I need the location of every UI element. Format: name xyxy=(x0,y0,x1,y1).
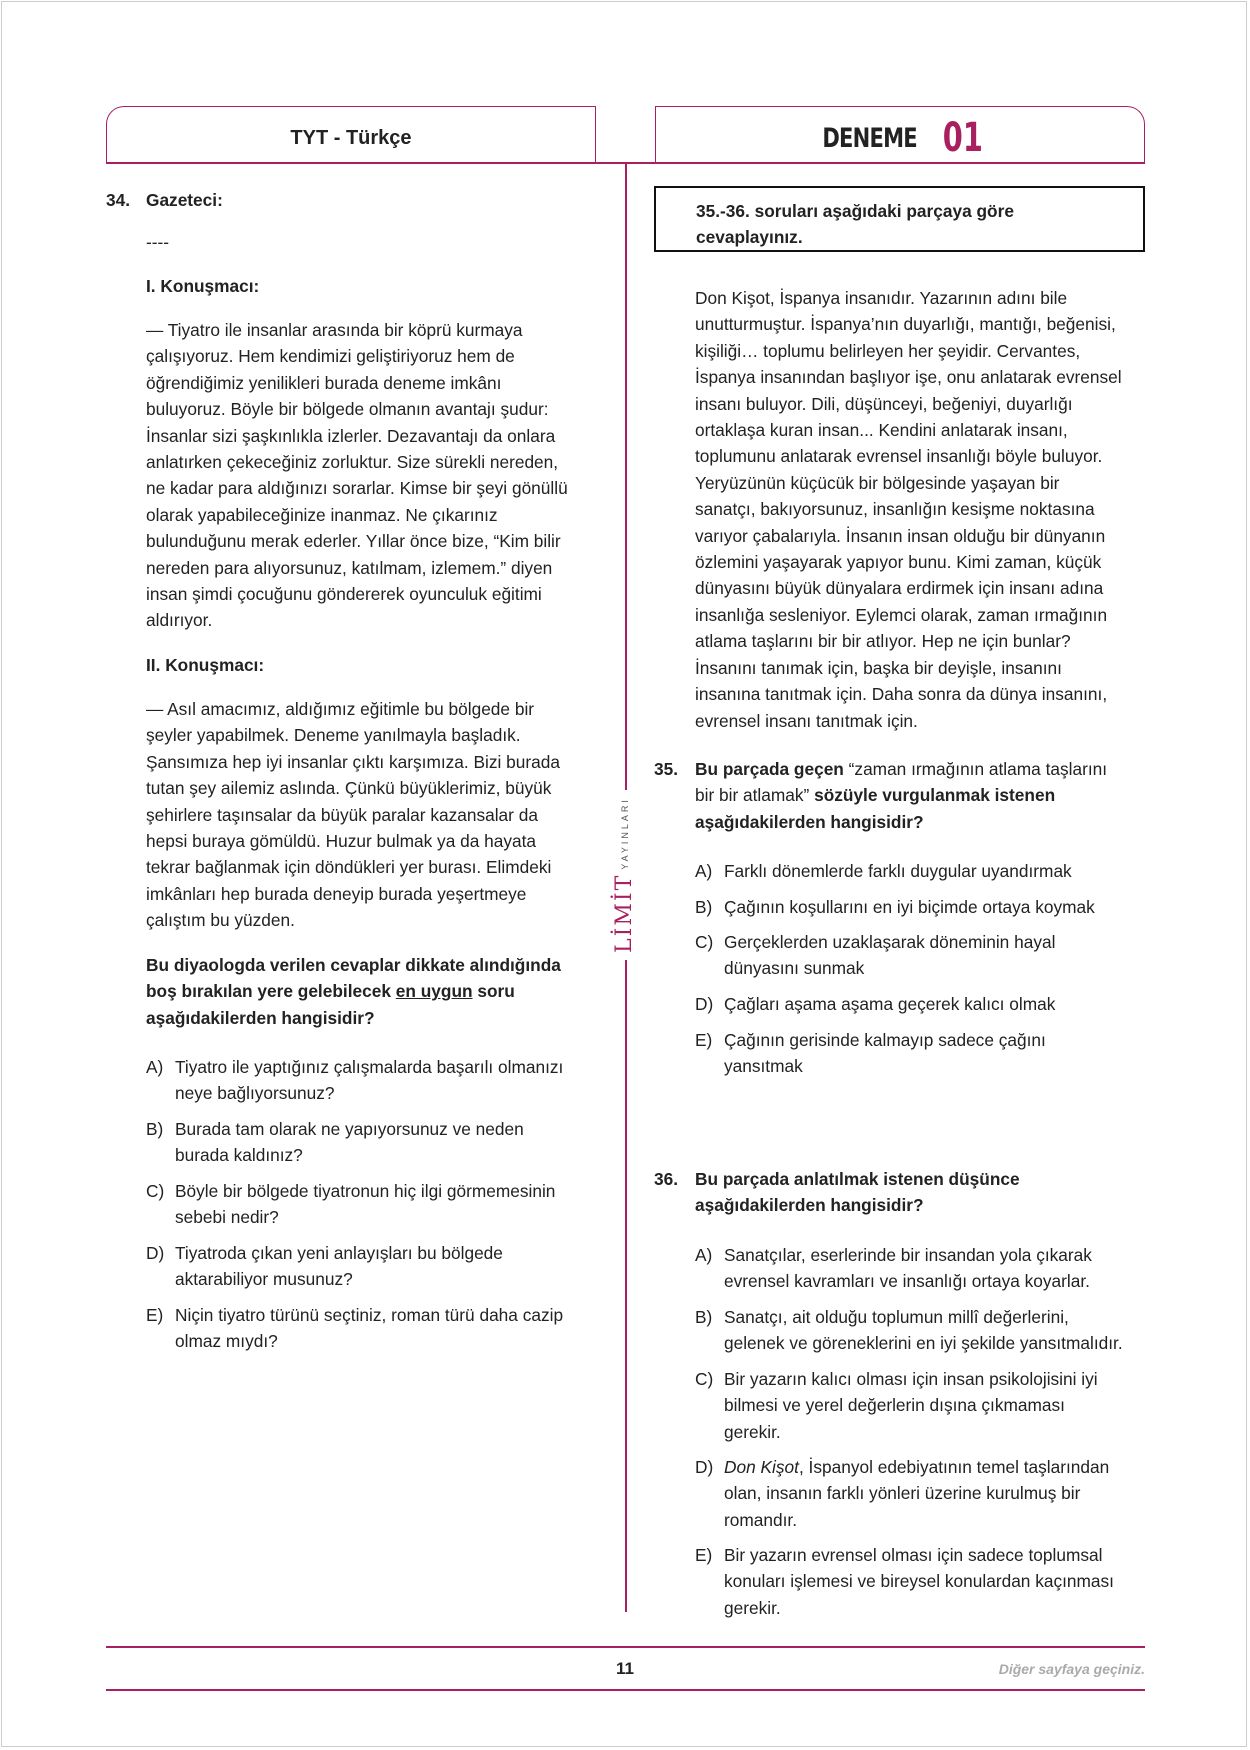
q34-speaker2-line: çalıştım bu yüzden. xyxy=(146,910,295,931)
option-key: A) xyxy=(146,1057,164,1077)
q34-speaker2-line: hepsi buraya gömüldü. Huzur bulmak ya da hayata xyxy=(146,831,537,852)
passage-line: insanına tanıtmak için. Daha sonra da dünya insanını, xyxy=(695,684,1108,705)
q34-speaker1-line: olarak yapabileceğinize inanmaz. Ne çıkarınız xyxy=(146,504,498,525)
passage-line: toplumunu anlatarak evrensel insanlığı böyle buluyor. xyxy=(695,446,1103,467)
passage-line: atlama taşlarını bir bir atlıyor. Hep ne için bunlar? xyxy=(695,631,1071,652)
instruction-box xyxy=(654,186,1145,252)
q34-question-line1: Bu diyaologda verilen cevaplar dikkate alındığında xyxy=(146,955,561,975)
q34-question-line3: aşağıdakilerden hangisidir? xyxy=(146,1007,375,1028)
option-text: Çağının gerisinde kalmayıp sadece çağını yansıtmak xyxy=(724,1030,1046,1077)
footer-rule-bottom xyxy=(106,1689,1145,1691)
option-key: E) xyxy=(695,1545,713,1565)
option-key: E) xyxy=(695,1030,713,1050)
option-key: A) xyxy=(695,1245,713,1265)
option-key: B) xyxy=(695,897,713,917)
page-number: 11 xyxy=(616,1659,634,1678)
passage-line: dünyasını büyük dünyalara erdirmek için insanı adına xyxy=(695,578,1104,599)
passage-line: varıyor çabalarıyla. İnsanın insan olduğu bir dünyanın xyxy=(695,525,1106,546)
q34-speaker2-line: imkânları hep burada deneyip burada yeşertmeye xyxy=(146,883,527,904)
instruction-line2: cevaplayınız. xyxy=(696,227,803,247)
exam-number: 01 xyxy=(942,115,983,161)
footer-rule-top xyxy=(106,1646,1145,1648)
q34-emphasis: en uygun xyxy=(395,981,473,1002)
option-text: Farklı dönemlerde farklı duygular uyandırmak xyxy=(724,861,1072,881)
option-text: Tiyatro ile yaptığınız çalışmalarda başarılı olmanızı neye bağlıyorsunuz? xyxy=(175,1057,564,1104)
brand-sub: YAYINLARI xyxy=(619,797,630,870)
option-text: Sanatçı, ait olduğu toplumun millî değerlerini, gelenek ve göreneklerini en iyi şekilde yansıtmalıdır. xyxy=(724,1307,1123,1354)
subject-title: TYT - Türkçe xyxy=(290,127,412,149)
brand-watermark xyxy=(612,790,642,960)
option-key: D) xyxy=(695,1457,714,1477)
q35-number: 35. xyxy=(654,759,679,779)
option-text: Burada tam olarak ne yapıyorsunuz ve neden burada kaldınız? xyxy=(175,1119,524,1166)
passage-line: İspanya insanından başlıyor işe, onu anlatarak evrensel xyxy=(695,367,1122,388)
q34-speaker1-line: aldırıyor. xyxy=(146,610,213,631)
option-text: Gerçeklerden uzaklaşarak döneminin hayal dünyasını sunmak xyxy=(724,932,1056,979)
deneme-label: DENEME xyxy=(822,122,918,154)
q34-speaker2-line: Şansımıza hep iyi insanlar çıktı karşımıza. Bizi burada xyxy=(146,751,560,772)
passage-line: sanatçı, bakıyorsunuz, insanlığın kesişme noktasına xyxy=(695,499,1095,520)
q34-speaker1-line: insan şimdi çocuğunu göndererek oyunculuk eğitimi xyxy=(146,584,542,605)
q34-number: 34. xyxy=(106,190,131,210)
q34-speaker1-line: buluyoruz. Böyle bir bölgede olmanın avantajı şudur: xyxy=(146,399,549,420)
q35-question: Bu parçada geçen “zaman ırmağının atlama taşlarını bir bir atlamak” sözüyle vurgulanmak istenen aşağıdakilerden hangisidir? xyxy=(695,759,1108,832)
q36-question: Bu parçada anlatılmak istenen düşünce aşağıdakilerden hangisidir? xyxy=(695,1169,1020,1216)
option-text: Çağları aşama aşama geçerek kalıcı olmak xyxy=(724,994,1056,1014)
q34-speaker1-line: çalışıyoruz. Hem kendimizi geliştiriyoruz hem de xyxy=(146,346,515,367)
q34-speaker2-label: II. Konuşmacı: xyxy=(146,655,265,675)
option-text: Bir yazarın kalıcı olması için insan psikolojisini iyi bilmesi ve yerel değerlerin dışına çıkmaması gerekir. xyxy=(724,1369,1098,1442)
q34-speaker1-line: bulunduğunu merak ederler. Yıllar önce bize, “Kim bilir xyxy=(146,531,561,552)
q34-question-line2: boş bırakılan yere gelebilecek en uygun soru xyxy=(146,981,515,1002)
header-left-tab xyxy=(106,106,596,163)
q34-lead: Gazeteci: xyxy=(146,190,223,210)
option-italic-title: Don Kişot xyxy=(724,1457,799,1477)
option-key: C) xyxy=(695,1369,714,1389)
option-text: Tiyatroda çıkan yeni anlayışları bu bölgede aktarabiliyor musunuz? xyxy=(175,1243,503,1290)
option-key: C) xyxy=(695,932,714,952)
passage-line: Yeryüzünün küçücük bir bölgesinde yaşayan bir xyxy=(695,472,1060,493)
passage-line: insanlığa sesleniyor. Eylemci olarak, zaman ırmağının xyxy=(695,604,1108,625)
q34-speaker2-line: şehirlere taşınsalar da büyük paralar kazansalar da xyxy=(146,804,538,825)
option-key: D) xyxy=(695,994,714,1014)
q34-speaker2-line: şeyler yapabilmek. Deneme yanılmayla başladık. xyxy=(146,725,521,746)
next-page-note: Diğer sayfaya geçiniz. xyxy=(998,1661,1145,1677)
q34-blank: ---- xyxy=(146,232,170,252)
brand-name: LİMİT xyxy=(612,873,637,953)
option-text: Niçin tiyatro türünü seçtiniz, roman türü daha cazip olmaz mıydı? xyxy=(175,1305,564,1352)
passage-line: Don Kişot, İspanya insanıdır. Yazarının adını bile xyxy=(695,288,1068,308)
option-text: Bir yazarın evrensel olması için sadece toplumsal konuları işlemesi ve bireysel konulardan kaçınması gerekir. xyxy=(724,1545,1114,1618)
passage-line: İnsanını tanımak için, başka bir deyişle, insanını xyxy=(695,657,1062,678)
q34-speaker1-label: I. Konuşmacı: xyxy=(146,276,260,296)
passage-line: evrensel insanı tanıtmak için. xyxy=(695,710,918,731)
q34-speaker1-line: anlatırken çekeceğiniz zorluktur. Size sürekli nereden, xyxy=(146,452,559,473)
option-text: Çağının koşullarını en iyi biçimde ortaya koymak xyxy=(724,897,1095,917)
option-key: D) xyxy=(146,1243,165,1263)
q34-speaker1-line: İnsanlar sizi şaşkınlıkla izlerler. Dezavantajı da onlara xyxy=(146,425,556,446)
header-right-tab xyxy=(655,106,1145,163)
q34-speaker2-text xyxy=(146,696,606,934)
q34-speaker2-line: tekrar bağlanmak için döndükleri yer burası. Elimdeki xyxy=(146,857,552,878)
passage-line: unutturmuştur. İspanya’nın duyarlığı, mantığı, beğenisi, xyxy=(695,314,1116,335)
option-key: B) xyxy=(146,1119,164,1139)
q34-speaker2-line: — Asıl amacımız, aldığımız eğitimle bu bölgede bir xyxy=(146,699,535,719)
q34-speaker1-line: nereden para alıyorsunuz, katılmam, izlemem.” diyen xyxy=(146,557,553,578)
option-key: B) xyxy=(695,1307,713,1327)
option-text: Don Kişot, İspanyol edebiyatının temel taşlarından olan, insanın farklı yönleri üzerine kurulmuş bir romandır. xyxy=(724,1457,1110,1530)
q34-speaker2-line: tutan şey ailemiz aslında. Çünkü büyüklerimiz, büyük xyxy=(146,778,552,799)
option-key: C) xyxy=(146,1181,165,1201)
option-key: E) xyxy=(146,1305,164,1325)
option-text: Sanatçılar, eserlerinde bir insandan yola çıkarak evrensel kavramları ve insanlığı ortaya koyarlar. xyxy=(724,1245,1092,1292)
exam-label xyxy=(656,115,1144,161)
instruction-line1: 35.-36. soruları aşağıdaki parçaya göre xyxy=(696,201,1014,221)
brand-logo xyxy=(612,790,642,960)
q34-speaker1-line: öğrendiğimiz yenilikleri burada deneme imkânı xyxy=(146,372,502,393)
passage-line: insanı buluyor. Dili, düşünceyi, beğeniyi, duyarlığı xyxy=(695,393,1073,414)
option-text: Böyle bir bölgede tiyatronun hiç ilgi görmemesinin sebebi nedir? xyxy=(175,1181,556,1228)
reading-passage xyxy=(695,285,1155,734)
passage-line: özlemini yaşayarak yapıyor bunu. Kimi zaman, küçük xyxy=(695,552,1102,573)
option-key: A) xyxy=(695,861,713,881)
q36-number: 36. xyxy=(654,1169,679,1189)
q34-speaker1-line: ne kadar para aldığınızı sorarlar. Kimse bir şeyi gönüllü xyxy=(146,478,568,499)
q34-question xyxy=(146,952,616,1031)
passage-line: ortaklaşa kuran insan... Kendini anlatarak insanı, xyxy=(695,420,1068,441)
q34-speaker1-text xyxy=(146,317,606,634)
q34-speaker1-line: — Tiyatro ile insanlar arasında bir köprü kurmaya xyxy=(146,320,523,340)
passage-line: kişiliği… toplumu belirleyen her şeyidir. Cervantes, xyxy=(695,340,1081,361)
